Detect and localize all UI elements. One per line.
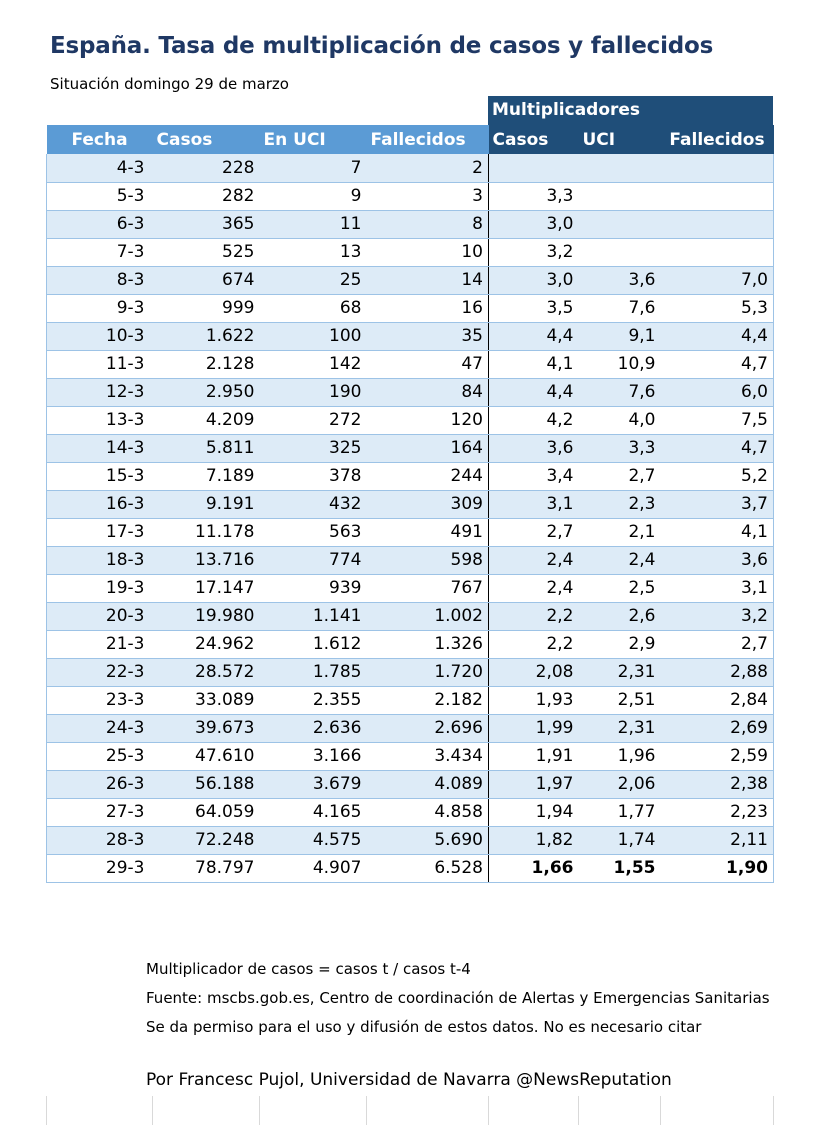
cell-mult-uci: 7,6 (579, 294, 661, 322)
table-row (47, 658, 774, 686)
cell-fallecidos: 598 (367, 546, 489, 574)
column-header-fecha: Fecha (47, 125, 153, 154)
cell-en-uci: 1.785 (260, 658, 367, 686)
cell-mult-uci (579, 154, 661, 182)
cell-mult-casos: 1,97 (489, 770, 579, 798)
cell-mult-casos: 2,2 (489, 630, 579, 658)
cell-fallecidos: 309 (367, 490, 489, 518)
cell-en-uci: 4.575 (260, 826, 367, 854)
cell-mult-fallecidos: 2,38 (661, 770, 774, 798)
cell-mult-casos: 4,1 (489, 350, 579, 378)
cell-fecha: 15-3 (47, 462, 153, 490)
cell-mult-fallecidos: 2,69 (661, 714, 774, 742)
cell-mult-casos: 3,4 (489, 462, 579, 490)
cell-en-uci: 190 (260, 378, 367, 406)
cell-mult-casos: 4,2 (489, 406, 579, 434)
table-row (47, 742, 774, 770)
table-body (47, 154, 774, 882)
cell-en-uci: 563 (260, 518, 367, 546)
cell-mult-casos: 3,0 (489, 210, 579, 238)
table-row (47, 714, 774, 742)
cell-fecha: 18-3 (47, 546, 153, 574)
cell-casos: 11.178 (153, 518, 260, 546)
cell-fallecidos: 4.858 (367, 798, 489, 826)
cell-casos: 282 (153, 182, 260, 210)
cell-mult-fallecidos: 7,5 (661, 406, 774, 434)
multiplicadores-header: Multiplicadores (488, 96, 773, 125)
cell-fecha: 26-3 (47, 770, 153, 798)
cell-mult-uci: 2,06 (579, 770, 661, 798)
cell-mult-uci: 2,1 (579, 518, 661, 546)
cell-fallecidos: 244 (367, 462, 489, 490)
cell-casos: 17.147 (153, 574, 260, 602)
cell-casos: 56.188 (153, 770, 260, 798)
cell-fecha: 23-3 (47, 686, 153, 714)
table-row (47, 182, 774, 210)
table-row (47, 154, 774, 182)
cell-casos: 1.622 (153, 322, 260, 350)
table-row (47, 238, 774, 266)
cell-fecha: 10-3 (47, 322, 153, 350)
table-row (47, 462, 774, 490)
cell-mult-casos: 4,4 (489, 378, 579, 406)
cell-mult-fallecidos: 6,0 (661, 378, 774, 406)
cell-casos: 39.673 (153, 714, 260, 742)
table-row (47, 518, 774, 546)
cell-mult-uci: 2,4 (579, 546, 661, 574)
cell-mult-fallecidos: 2,23 (661, 798, 774, 826)
cell-fallecidos: 120 (367, 406, 489, 434)
cell-en-uci: 1.141 (260, 602, 367, 630)
cell-fallecidos: 3.434 (367, 742, 489, 770)
cell-mult-casos: 3,5 (489, 294, 579, 322)
table-row (47, 630, 774, 658)
cell-casos: 19.980 (153, 602, 260, 630)
cell-mult-casos: 3,1 (489, 490, 579, 518)
cell-mult-fallecidos (661, 182, 774, 210)
cell-fecha: 7-3 (47, 238, 153, 266)
table-row (47, 574, 774, 602)
cell-casos: 72.248 (153, 826, 260, 854)
cell-fallecidos: 1.002 (367, 602, 489, 630)
cell-casos: 525 (153, 238, 260, 266)
cell-fecha: 9-3 (47, 294, 153, 322)
column-header-casos: Casos (153, 125, 260, 154)
cell-fallecidos: 16 (367, 294, 489, 322)
table-row (47, 406, 774, 434)
cell-mult-casos: 2,2 (489, 602, 579, 630)
cell-mult-fallecidos (661, 238, 774, 266)
cell-en-uci: 939 (260, 574, 367, 602)
cell-mult-uci: 1,74 (579, 826, 661, 854)
table-row (47, 686, 774, 714)
cell-casos: 2.128 (153, 350, 260, 378)
cell-mult-uci: 10,9 (579, 350, 661, 378)
cell-fecha: 5-3 (47, 182, 153, 210)
cell-fecha: 29-3 (47, 854, 153, 882)
cell-fallecidos: 84 (367, 378, 489, 406)
cell-mult-fallecidos: 4,7 (661, 434, 774, 462)
cell-fallecidos: 4.089 (367, 770, 489, 798)
table-row (47, 490, 774, 518)
table-row (47, 294, 774, 322)
cell-mult-fallecidos: 3,2 (661, 602, 774, 630)
cell-casos: 365 (153, 210, 260, 238)
cell-fallecidos: 1.720 (367, 658, 489, 686)
cell-casos: 28.572 (153, 658, 260, 686)
cell-fecha: 12-3 (47, 378, 153, 406)
cell-casos: 9.191 (153, 490, 260, 518)
cell-fecha: 28-3 (47, 826, 153, 854)
cell-fecha: 13-3 (47, 406, 153, 434)
cell-fecha: 24-3 (47, 714, 153, 742)
cell-mult-fallecidos: 3,1 (661, 574, 774, 602)
cell-mult-uci (579, 210, 661, 238)
cell-mult-fallecidos: 1,90 (661, 854, 774, 882)
table-row (47, 602, 774, 630)
cell-mult-casos: 1,91 (489, 742, 579, 770)
cell-en-uci: 13 (260, 238, 367, 266)
cell-en-uci: 3.166 (260, 742, 367, 770)
table-row (47, 546, 774, 574)
cell-casos: 7.189 (153, 462, 260, 490)
cell-mult-casos: 2,4 (489, 574, 579, 602)
cell-fecha: 16-3 (47, 490, 153, 518)
cell-en-uci: 11 (260, 210, 367, 238)
cell-mult-uci: 1,55 (579, 854, 661, 882)
cell-fallecidos: 2.182 (367, 686, 489, 714)
cell-mult-uci: 2,31 (579, 658, 661, 686)
cell-mult-casos: 4,4 (489, 322, 579, 350)
cell-casos: 999 (153, 294, 260, 322)
page-subtitle: Situación domingo 29 de marzo (50, 75, 289, 93)
note-formula: Multiplicador de casos = casos t / casos t-4 (146, 960, 471, 978)
cell-mult-uci: 2,9 (579, 630, 661, 658)
cell-mult-fallecidos: 2,88 (661, 658, 774, 686)
notes (146, 955, 770, 1042)
cell-en-uci: 4.907 (260, 854, 367, 882)
cell-mult-uci: 2,3 (579, 490, 661, 518)
cell-mult-uci: 7,6 (579, 378, 661, 406)
cell-mult-uci: 2,5 (579, 574, 661, 602)
note-source: Fuente: mscbs.gob.es, Centro de coordinación de Alertas y Emergencias Sanitarias (146, 989, 770, 1007)
cell-mult-casos: 2,08 (489, 658, 579, 686)
cell-mult-fallecidos: 2,59 (661, 742, 774, 770)
cell-casos: 24.962 (153, 630, 260, 658)
cell-en-uci: 25 (260, 266, 367, 294)
cell-mult-fallecidos: 5,2 (661, 462, 774, 490)
cell-casos: 78.797 (153, 854, 260, 882)
cell-mult-uci: 3,3 (579, 434, 661, 462)
table-row (47, 350, 774, 378)
cell-mult-fallecidos: 3,7 (661, 490, 774, 518)
cell-en-uci: 325 (260, 434, 367, 462)
cell-mult-casos: 3,2 (489, 238, 579, 266)
cell-mult-casos: 2,4 (489, 546, 579, 574)
cell-en-uci: 2.355 (260, 686, 367, 714)
cell-mult-fallecidos: 2,11 (661, 826, 774, 854)
cell-en-uci: 4.165 (260, 798, 367, 826)
cell-fecha: 21-3 (47, 630, 153, 658)
cell-fecha: 4-3 (47, 154, 153, 182)
page-title: España. Tasa de multiplicación de casos y fallecidos (50, 33, 714, 59)
data-table (46, 125, 774, 883)
cell-fecha: 17-3 (47, 518, 153, 546)
cell-casos: 47.610 (153, 742, 260, 770)
cell-mult-uci: 2,51 (579, 686, 661, 714)
cell-mult-uci: 2,6 (579, 602, 661, 630)
cell-mult-fallecidos: 2,84 (661, 686, 774, 714)
cell-mult-casos: 3,6 (489, 434, 579, 462)
cell-casos: 13.716 (153, 546, 260, 574)
cell-mult-uci: 4,0 (579, 406, 661, 434)
cell-fallecidos: 35 (367, 322, 489, 350)
table-row (47, 826, 774, 854)
cell-mult-uci: 2,31 (579, 714, 661, 742)
cell-fecha: 25-3 (47, 742, 153, 770)
cell-casos: 674 (153, 266, 260, 294)
cell-mult-fallecidos: 4,7 (661, 350, 774, 378)
table-row (47, 322, 774, 350)
cell-casos: 2.950 (153, 378, 260, 406)
cell-fallecidos: 5.690 (367, 826, 489, 854)
cell-mult-casos: 1,82 (489, 826, 579, 854)
cell-fallecidos: 767 (367, 574, 489, 602)
cell-mult-casos (489, 154, 579, 182)
table-row (47, 210, 774, 238)
cell-mult-uci: 1,77 (579, 798, 661, 826)
cell-mult-casos: 2,7 (489, 518, 579, 546)
cell-mult-casos: 1,94 (489, 798, 579, 826)
column-header-mult-fallecidos: Fallecidos (661, 125, 774, 154)
cell-fecha: 8-3 (47, 266, 153, 294)
cell-mult-casos: 1,66 (489, 854, 579, 882)
cell-fallecidos: 47 (367, 350, 489, 378)
cell-mult-uci: 1,96 (579, 742, 661, 770)
cell-mult-fallecidos: 5,3 (661, 294, 774, 322)
cell-fallecidos: 164 (367, 434, 489, 462)
cell-casos: 4.209 (153, 406, 260, 434)
cell-mult-casos: 1,93 (489, 686, 579, 714)
cell-fallecidos: 1.326 (367, 630, 489, 658)
cell-mult-fallecidos: 2,7 (661, 630, 774, 658)
cell-en-uci: 142 (260, 350, 367, 378)
column-header-mult-casos: Casos (489, 125, 579, 154)
table-row (47, 266, 774, 294)
cell-fecha: 20-3 (47, 602, 153, 630)
cell-mult-fallecidos: 7,0 (661, 266, 774, 294)
cell-en-uci: 1.612 (260, 630, 367, 658)
cell-fecha: 22-3 (47, 658, 153, 686)
cell-fallecidos: 2 (367, 154, 489, 182)
cell-mult-casos: 3,0 (489, 266, 579, 294)
cell-mult-casos: 1,99 (489, 714, 579, 742)
cell-en-uci: 774 (260, 546, 367, 574)
cell-casos: 64.059 (153, 798, 260, 826)
cell-fecha: 19-3 (47, 574, 153, 602)
cell-mult-fallecidos: 4,4 (661, 322, 774, 350)
cell-fecha: 6-3 (47, 210, 153, 238)
cell-en-uci: 2.636 (260, 714, 367, 742)
cell-en-uci: 3.679 (260, 770, 367, 798)
note-permission: Se da permiso para el uso y difusión de estos datos. No es necesario citar (146, 1018, 702, 1036)
table-header-row (47, 125, 774, 154)
table-row (47, 798, 774, 826)
cell-casos: 228 (153, 154, 260, 182)
cell-fallecidos: 10 (367, 238, 489, 266)
column-header-mult-uci: UCI (579, 125, 661, 154)
table-row (47, 770, 774, 798)
cell-fecha: 14-3 (47, 434, 153, 462)
cell-en-uci: 7 (260, 154, 367, 182)
cell-en-uci: 432 (260, 490, 367, 518)
cell-mult-uci: 3,6 (579, 266, 661, 294)
table-row (47, 434, 774, 462)
cell-mult-uci: 2,7 (579, 462, 661, 490)
cell-mult-fallecidos (661, 210, 774, 238)
cell-casos: 5.811 (153, 434, 260, 462)
table-row (47, 854, 774, 882)
cell-fecha: 27-3 (47, 798, 153, 826)
cell-fallecidos: 2.696 (367, 714, 489, 742)
table-row (47, 378, 774, 406)
cell-fecha: 11-3 (47, 350, 153, 378)
cell-fallecidos: 14 (367, 266, 489, 294)
cell-casos: 33.089 (153, 686, 260, 714)
cell-mult-fallecidos (661, 154, 774, 182)
cell-mult-uci (579, 182, 661, 210)
column-header-fallecidos: Fallecidos (367, 125, 489, 154)
author-credit: Por Francesc Pujol, Universidad de Navarra @NewsReputation (146, 1070, 672, 1090)
cell-mult-uci: 9,1 (579, 322, 661, 350)
cell-en-uci: 378 (260, 462, 367, 490)
cell-fallecidos: 8 (367, 210, 489, 238)
cell-en-uci: 9 (260, 182, 367, 210)
cell-mult-uci (579, 238, 661, 266)
cell-mult-fallecidos: 3,6 (661, 546, 774, 574)
cell-mult-fallecidos: 4,1 (661, 518, 774, 546)
cell-mult-casos: 3,3 (489, 182, 579, 210)
cell-en-uci: 68 (260, 294, 367, 322)
spreadsheet-grid-remnant (0, 1096, 823, 1125)
cell-en-uci: 272 (260, 406, 367, 434)
cell-en-uci: 100 (260, 322, 367, 350)
column-header-en-uci: En UCI (260, 125, 367, 154)
cell-fallecidos: 491 (367, 518, 489, 546)
cell-fallecidos: 6.528 (367, 854, 489, 882)
cell-fallecidos: 3 (367, 182, 489, 210)
